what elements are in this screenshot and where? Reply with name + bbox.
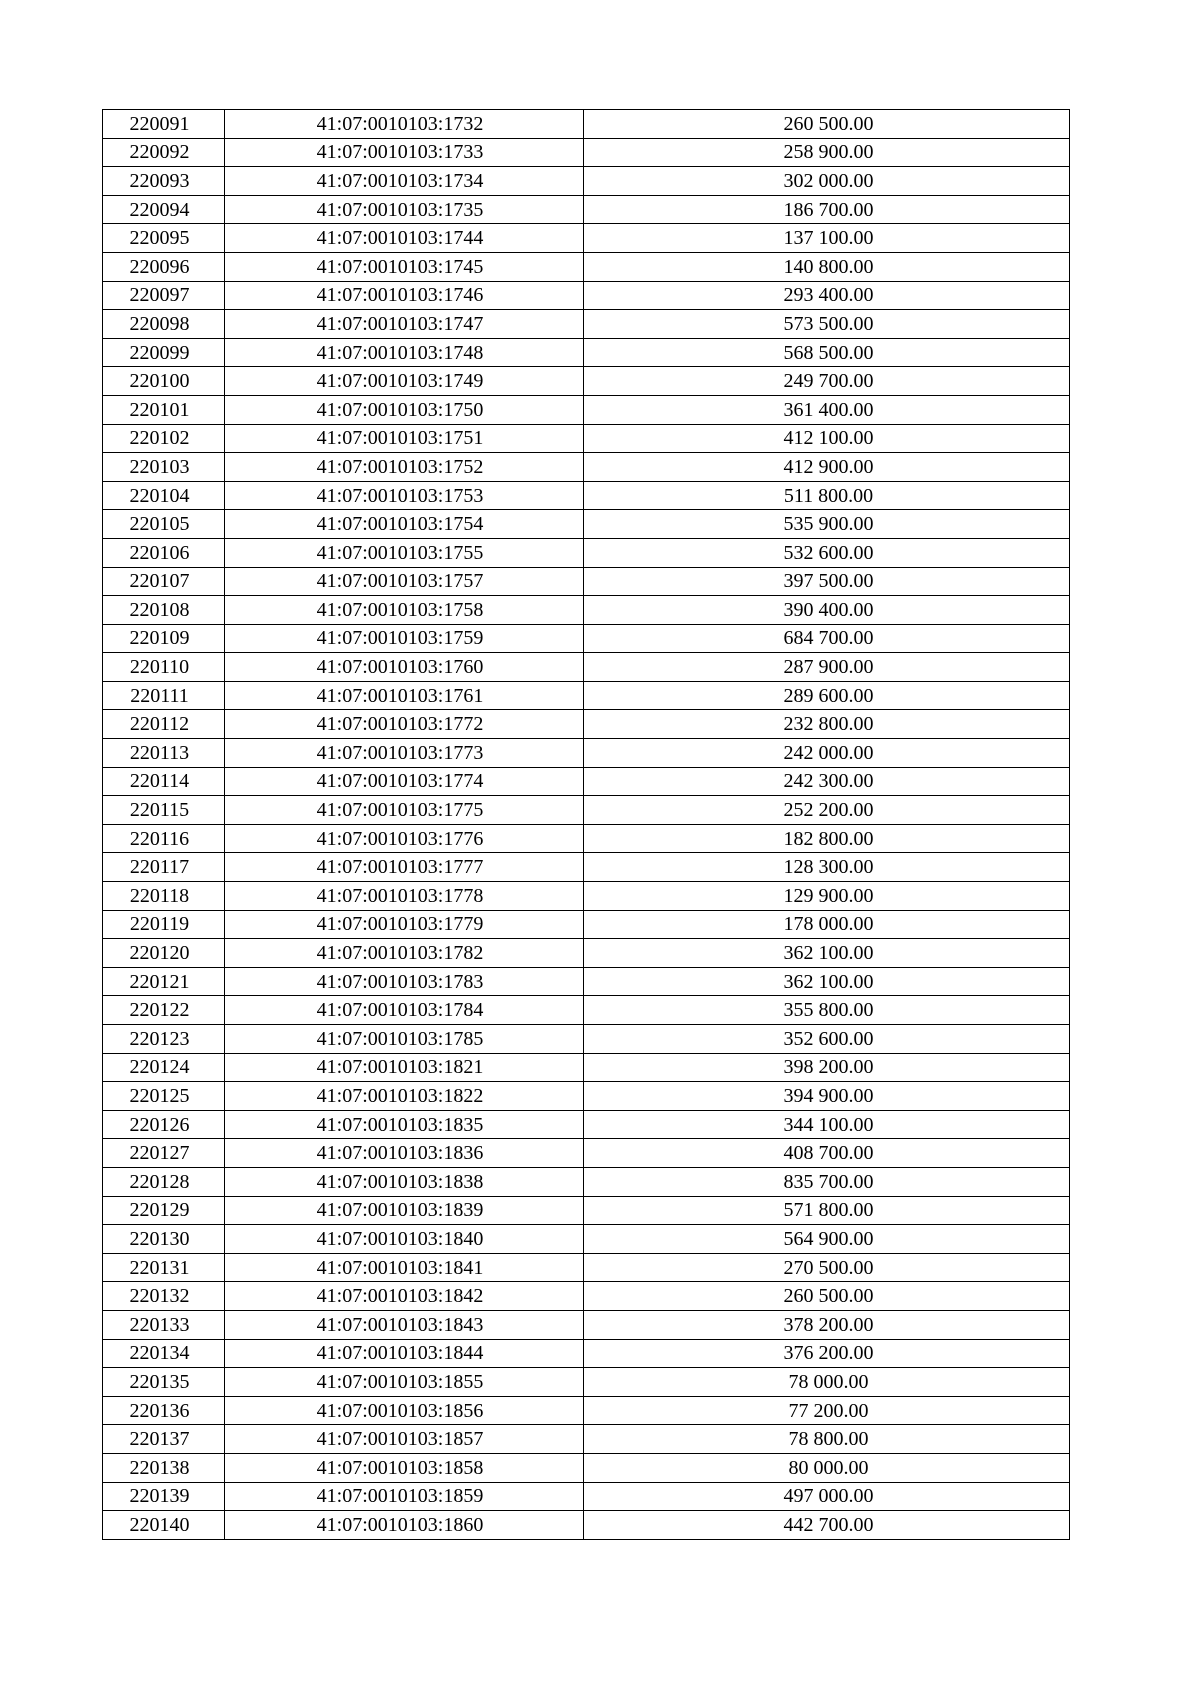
row-number-cell: 220122	[103, 996, 225, 1025]
cadastral-number-cell: 41:07:0010103:1784	[225, 996, 584, 1025]
cadastral-number-cell: 41:07:0010103:1757	[225, 567, 584, 596]
table-row	[103, 1167, 1070, 1196]
cadastral-number-cell: 41:07:0010103:1760	[225, 653, 584, 682]
table-row	[103, 1310, 1070, 1339]
row-number-cell: 220102	[103, 424, 225, 453]
table-row	[103, 1082, 1070, 1111]
cadastral-number-cell: 41:07:0010103:1860	[225, 1511, 584, 1540]
cadastral-number-cell: 41:07:0010103:1838	[225, 1167, 584, 1196]
cadastral-value-cell: 511 800.00	[584, 481, 1070, 510]
cadastral-value-cell: 302 000.00	[584, 167, 1070, 196]
table-row	[103, 1425, 1070, 1454]
cadastral-number-cell: 41:07:0010103:1745	[225, 252, 584, 281]
table-row	[103, 310, 1070, 339]
cadastral-value-cell: 78 800.00	[584, 1425, 1070, 1454]
cadastral-number-cell: 41:07:0010103:1785	[225, 1025, 584, 1054]
row-number-cell: 220105	[103, 510, 225, 539]
row-number-cell: 220104	[103, 481, 225, 510]
table-row	[103, 538, 1070, 567]
cadastral-number-cell: 41:07:0010103:1782	[225, 939, 584, 968]
cadastral-number-cell: 41:07:0010103:1750	[225, 395, 584, 424]
cadastral-number-cell: 41:07:0010103:1732	[225, 110, 584, 139]
cadastral-value-cell: 684 700.00	[584, 624, 1070, 653]
row-number-cell: 220116	[103, 824, 225, 853]
table-row	[103, 653, 1070, 682]
cadastral-number-cell: 41:07:0010103:1773	[225, 739, 584, 768]
row-number-cell: 220138	[103, 1453, 225, 1482]
cadastral-value-cell: 129 900.00	[584, 882, 1070, 911]
cadastral-value-cell: 137 100.00	[584, 224, 1070, 253]
cadastral-number-cell: 41:07:0010103:1748	[225, 338, 584, 367]
cadastral-value-cell: 344 100.00	[584, 1110, 1070, 1139]
table-row	[103, 138, 1070, 167]
cadastral-value-cell: 178 000.00	[584, 910, 1070, 939]
row-number-cell: 220106	[103, 538, 225, 567]
cadastral-value-cell: 535 900.00	[584, 510, 1070, 539]
row-number-cell: 220140	[103, 1511, 225, 1540]
table-row	[103, 1339, 1070, 1368]
cadastral-value-cell: 242 000.00	[584, 739, 1070, 768]
cadastral-number-cell: 41:07:0010103:1777	[225, 853, 584, 882]
cadastral-number-cell: 41:07:0010103:1776	[225, 824, 584, 853]
row-number-cell: 220123	[103, 1025, 225, 1054]
table-row	[103, 596, 1070, 625]
row-number-cell: 220111	[103, 681, 225, 710]
row-number-cell: 220125	[103, 1082, 225, 1111]
row-number-cell: 220130	[103, 1225, 225, 1254]
cadastral-number-cell: 41:07:0010103:1753	[225, 481, 584, 510]
row-number-cell: 220094	[103, 195, 225, 224]
row-number-cell: 220124	[103, 1053, 225, 1082]
cadastral-value-cell: 573 500.00	[584, 310, 1070, 339]
row-number-cell: 220091	[103, 110, 225, 139]
table-row	[103, 939, 1070, 968]
cadastral-value-cell: 394 900.00	[584, 1082, 1070, 1111]
row-number-cell: 220127	[103, 1139, 225, 1168]
cadastral-number-cell: 41:07:0010103:1858	[225, 1453, 584, 1482]
cadastral-value-cell: 78 000.00	[584, 1368, 1070, 1397]
cadastral-value-cell: 408 700.00	[584, 1139, 1070, 1168]
cadastral-value-cell: 497 000.00	[584, 1482, 1070, 1511]
table-row	[103, 1282, 1070, 1311]
cadastral-number-cell: 41:07:0010103:1843	[225, 1310, 584, 1339]
row-number-cell: 220110	[103, 653, 225, 682]
table-row	[103, 424, 1070, 453]
table-row	[103, 1110, 1070, 1139]
cadastral-value-cell: 397 500.00	[584, 567, 1070, 596]
table-row	[103, 710, 1070, 739]
table-row	[103, 1196, 1070, 1225]
cadastral-number-cell: 41:07:0010103:1822	[225, 1082, 584, 1111]
cadastral-number-cell: 41:07:0010103:1752	[225, 453, 584, 482]
row-number-cell: 220129	[103, 1196, 225, 1225]
table-row	[103, 1139, 1070, 1168]
cadastral-number-cell: 41:07:0010103:1841	[225, 1253, 584, 1282]
cadastral-number-cell: 41:07:0010103:1857	[225, 1425, 584, 1454]
cadastral-value-cell: 532 600.00	[584, 538, 1070, 567]
cadastral-number-cell: 41:07:0010103:1859	[225, 1482, 584, 1511]
table-row	[103, 110, 1070, 139]
cadastral-value-cell: 258 900.00	[584, 138, 1070, 167]
cadastral-number-cell: 41:07:0010103:1761	[225, 681, 584, 710]
cadastral-number-cell: 41:07:0010103:1735	[225, 195, 584, 224]
row-number-cell: 220096	[103, 252, 225, 281]
cadastral-number-cell: 41:07:0010103:1821	[225, 1053, 584, 1082]
table-row	[103, 910, 1070, 939]
row-number-cell: 220103	[103, 453, 225, 482]
cadastral-value-cell: 355 800.00	[584, 996, 1070, 1025]
cadastral-number-cell: 41:07:0010103:1744	[225, 224, 584, 253]
table-row	[103, 1053, 1070, 1082]
table-row	[103, 567, 1070, 596]
table-row	[103, 796, 1070, 825]
table-row	[103, 167, 1070, 196]
cadastral-value-cell: 252 200.00	[584, 796, 1070, 825]
row-number-cell: 220112	[103, 710, 225, 739]
row-number-cell: 220097	[103, 281, 225, 310]
table-body	[103, 110, 1070, 1540]
cadastral-number-cell: 41:07:0010103:1751	[225, 424, 584, 453]
cadastral-value-cell: 140 800.00	[584, 252, 1070, 281]
row-number-cell: 220134	[103, 1339, 225, 1368]
row-number-cell: 220139	[103, 1482, 225, 1511]
row-number-cell: 220133	[103, 1310, 225, 1339]
table-row	[103, 367, 1070, 396]
row-number-cell: 220128	[103, 1167, 225, 1196]
cadastral-value-cell: 260 500.00	[584, 110, 1070, 139]
cadastral-number-cell: 41:07:0010103:1855	[225, 1368, 584, 1397]
cadastral-value-cell: 293 400.00	[584, 281, 1070, 310]
cadastral-number-cell: 41:07:0010103:1749	[225, 367, 584, 396]
table-row	[103, 996, 1070, 1025]
cadastral-number-cell: 41:07:0010103:1734	[225, 167, 584, 196]
table-row	[103, 882, 1070, 911]
cadastral-number-cell: 41:07:0010103:1856	[225, 1396, 584, 1425]
table-row	[103, 252, 1070, 281]
cadastral-value-cell: 77 200.00	[584, 1396, 1070, 1425]
cadastral-value-cell: 390 400.00	[584, 596, 1070, 625]
cadastral-number-cell: 41:07:0010103:1783	[225, 967, 584, 996]
cadastral-number-cell: 41:07:0010103:1842	[225, 1282, 584, 1311]
table-row	[103, 510, 1070, 539]
row-number-cell: 220118	[103, 882, 225, 911]
cadastral-value-cell: 287 900.00	[584, 653, 1070, 682]
cadastral-number-cell: 41:07:0010103:1844	[225, 1339, 584, 1368]
cadastral-value-table	[102, 109, 1070, 1540]
cadastral-value-cell: 376 200.00	[584, 1339, 1070, 1368]
row-number-cell: 220101	[103, 395, 225, 424]
table-row	[103, 281, 1070, 310]
cadastral-value-cell: 412 100.00	[584, 424, 1070, 453]
cadastral-value-cell: 362 100.00	[584, 939, 1070, 968]
row-number-cell: 220136	[103, 1396, 225, 1425]
cadastral-number-cell: 41:07:0010103:1772	[225, 710, 584, 739]
table-row	[103, 967, 1070, 996]
cadastral-value-cell: 128 300.00	[584, 853, 1070, 882]
row-number-cell: 220108	[103, 596, 225, 625]
cadastral-number-cell: 41:07:0010103:1758	[225, 596, 584, 625]
cadastral-value-cell: 182 800.00	[584, 824, 1070, 853]
cadastral-number-cell: 41:07:0010103:1835	[225, 1110, 584, 1139]
cadastral-number-cell: 41:07:0010103:1733	[225, 138, 584, 167]
cadastral-value-cell: 564 900.00	[584, 1225, 1070, 1254]
cadastral-value-cell: 80 000.00	[584, 1453, 1070, 1482]
row-number-cell: 220135	[103, 1368, 225, 1397]
table-row	[103, 481, 1070, 510]
row-number-cell: 220131	[103, 1253, 225, 1282]
cadastral-value-cell: 260 500.00	[584, 1282, 1070, 1311]
table-row	[103, 767, 1070, 796]
cadastral-number-cell: 41:07:0010103:1754	[225, 510, 584, 539]
row-number-cell: 220114	[103, 767, 225, 796]
table-row	[103, 624, 1070, 653]
table-row	[103, 1225, 1070, 1254]
row-number-cell: 220098	[103, 310, 225, 339]
cadastral-number-cell: 41:07:0010103:1759	[225, 624, 584, 653]
table-row	[103, 681, 1070, 710]
row-number-cell: 220093	[103, 167, 225, 196]
table-row	[103, 824, 1070, 853]
cadastral-value-cell: 378 200.00	[584, 1310, 1070, 1339]
cadastral-value-cell: 249 700.00	[584, 367, 1070, 396]
row-number-cell: 220100	[103, 367, 225, 396]
row-number-cell: 220113	[103, 739, 225, 768]
table-row	[103, 453, 1070, 482]
cadastral-value-cell: 835 700.00	[584, 1167, 1070, 1196]
table-row	[103, 1453, 1070, 1482]
table-row	[103, 338, 1070, 367]
cadastral-value-cell: 361 400.00	[584, 395, 1070, 424]
row-number-cell: 220099	[103, 338, 225, 367]
cadastral-value-cell: 571 800.00	[584, 1196, 1070, 1225]
cadastral-number-cell: 41:07:0010103:1774	[225, 767, 584, 796]
cadastral-number-cell: 41:07:0010103:1778	[225, 882, 584, 911]
cadastral-value-cell: 398 200.00	[584, 1053, 1070, 1082]
cadastral-value-cell: 186 700.00	[584, 195, 1070, 224]
row-number-cell: 220119	[103, 910, 225, 939]
table-row	[103, 1253, 1070, 1282]
table-row	[103, 1025, 1070, 1054]
table-row	[103, 739, 1070, 768]
row-number-cell: 220121	[103, 967, 225, 996]
cadastral-value-cell: 352 600.00	[584, 1025, 1070, 1054]
table-row	[103, 395, 1070, 424]
cadastral-value-cell: 362 100.00	[584, 967, 1070, 996]
cadastral-value-cell: 289 600.00	[584, 681, 1070, 710]
row-number-cell: 220107	[103, 567, 225, 596]
cadastral-value-cell: 270 500.00	[584, 1253, 1070, 1282]
cadastral-value-cell: 442 700.00	[584, 1511, 1070, 1540]
cadastral-value-cell: 568 500.00	[584, 338, 1070, 367]
cadastral-number-cell: 41:07:0010103:1747	[225, 310, 584, 339]
row-number-cell: 220132	[103, 1282, 225, 1311]
row-number-cell: 220109	[103, 624, 225, 653]
cadastral-number-cell: 41:07:0010103:1840	[225, 1225, 584, 1254]
table-row	[103, 224, 1070, 253]
cadastral-number-cell: 41:07:0010103:1775	[225, 796, 584, 825]
row-number-cell: 220120	[103, 939, 225, 968]
table-row	[103, 195, 1070, 224]
table-row	[103, 1511, 1070, 1540]
cadastral-number-cell: 41:07:0010103:1755	[225, 538, 584, 567]
cadastral-number-cell: 41:07:0010103:1779	[225, 910, 584, 939]
row-number-cell: 220095	[103, 224, 225, 253]
cadastral-value-cell: 412 900.00	[584, 453, 1070, 482]
row-number-cell: 220117	[103, 853, 225, 882]
row-number-cell: 220137	[103, 1425, 225, 1454]
table-row	[103, 1368, 1070, 1397]
table-row	[103, 1396, 1070, 1425]
row-number-cell: 220115	[103, 796, 225, 825]
table-row	[103, 853, 1070, 882]
cadastral-number-cell: 41:07:0010103:1746	[225, 281, 584, 310]
cadastral-number-cell: 41:07:0010103:1836	[225, 1139, 584, 1168]
row-number-cell: 220126	[103, 1110, 225, 1139]
table-row	[103, 1482, 1070, 1511]
cadastral-value-cell: 232 800.00	[584, 710, 1070, 739]
cadastral-number-cell: 41:07:0010103:1839	[225, 1196, 584, 1225]
cadastral-value-cell: 242 300.00	[584, 767, 1070, 796]
row-number-cell: 220092	[103, 138, 225, 167]
